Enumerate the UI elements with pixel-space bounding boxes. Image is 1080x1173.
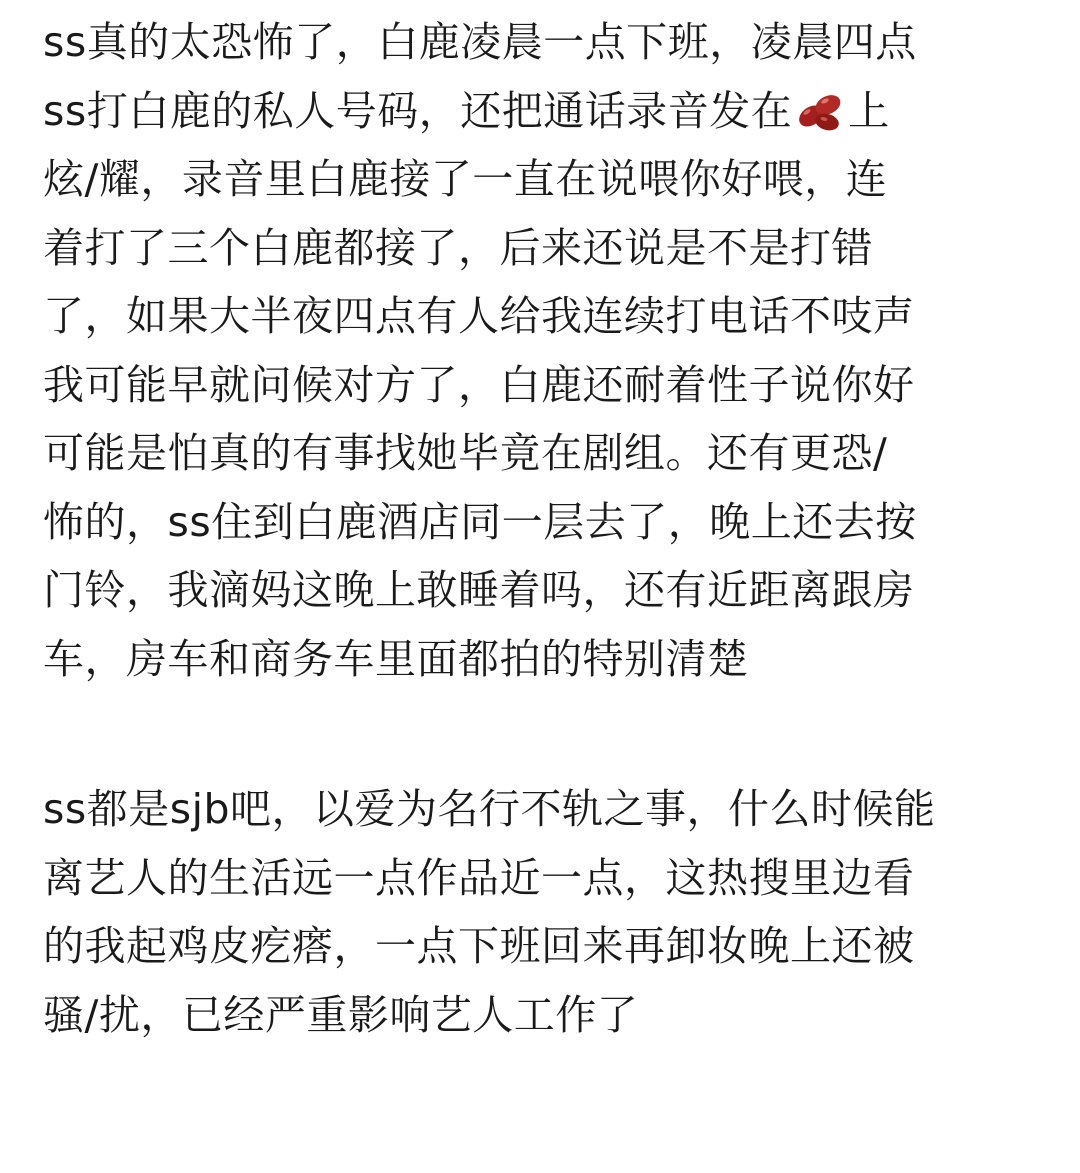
text-line [43,77,1053,146]
text-line: 可能是怕真的有事找她毕竟在剧组。还有更恐/ [43,429,888,477]
text-line: 怖的，ss住到白鹿酒店同一层去了，晚上还去按 [43,497,917,546]
paragraph-2 [43,775,1053,1049]
text-segment: ss打白鹿的私人号码，还把通话录音发在 [43,86,793,135]
text-line: ss真的太恐怖了，白鹿凌晨一点下班，凌晨四点 [43,18,917,66]
text-line: 车，房车和商务车里面都拍的特别清楚 [43,634,749,683]
text-line: ss都是sjb吧，以爱为名行不轨之事，什么时候能 [43,785,936,833]
text-line: 骚/扰，已经严重影响艺人工作了 [43,990,639,1039]
text-line: 炫/耀，录音里白鹿接了一直在说喂你好喂，连 [43,155,888,203]
text-line: 门铃，我滴妈这晚上敢睡着吗，还有近距离跟房 [43,566,915,614]
text-line: 了，如果大半夜四点有人给我连续打电话不吱声 [43,292,915,340]
paragraph-spacer [43,693,1053,775]
text-line: 我可能早就问候对方了，白鹿还耐着性子说你好 [43,360,915,409]
red-bean-icon [794,89,846,133]
text-segment: 上 [848,86,890,135]
text-line: 着打了三个白鹿都接了，后来还说是不是打错 [43,223,873,272]
text-line: 的我起鸡皮疙瘩，一点下班回来再卸妆晚上还被 [43,922,915,970]
paragraph-1 [43,8,1053,693]
post-body [43,8,1053,1049]
text-line: 离艺人的生活远一点作品近一点，这热搜里边看 [43,853,915,902]
